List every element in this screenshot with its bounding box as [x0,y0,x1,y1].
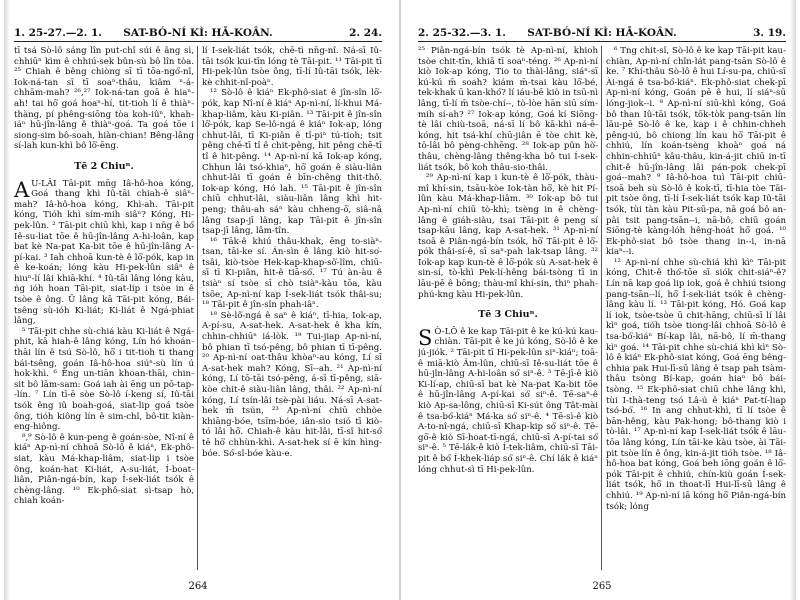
right-header-ref-right: 3. 19. [753,27,786,39]
right-col1-para-2: ²⁹ Ap-nì-ní kap i kun-tè ê lō͘-pók, thàu-mî khí-sin, tsāu-kòe Iok-tàn hō͘, kè hit Pí-lûn kàu Má-khap-liâm. ³⁰ Iok-ap bô tui Ap-nì-ní chiū tò-khì; tsèng in ê chèng-lâng ê giáh-siàu, tsai Tāi-pit ê peng sí tsap-kāu lâng, kap A-sat-hek. ³¹ Ap-nì-ní tsoā ê Piân-ngá-bín tsók, hō͘ Tāi-pit ê lō͘-pók thâi-sí-ê, sī saⁿ-pah lak-tsap lâng. ³² Iok-ap kap kun-tè ê lō͘-pók sù A-sat-hek ê sin-sí, tò-khì Pek-lí-hêng bái-tsòng tī in lāu-pē ê bōng; thàu-mî khí-sin, thiⁿ phah-phú-kng kàu Hi-pek-lûn. [418,173,598,300]
left-header-ref: 1. 25-27.—2. 1. [14,27,102,39]
left-col2-para-1: lí Í-sek-liát tsók, chē-tì nn̄g-nî. Ná-sī Iû-tāi tsók kui-tīn lóng tè Tāi-pit. ¹¹ Tāi-pit tī Hi-pek-lûn tsòe ông, tī-lí Iû-tāi tsók, lèk-kè chhit-nî-poàⁿ. [202,46,382,88]
left-col1-para-3: ⁵ Tāi-pit chhe sù-chiá kàu Ki-liát ê Ngá-phit, kā hiah-ê lâng kóng, Lín hó khoán-thāi lín ê tsú Sò-lô, hō͘ i tit-tioh ti thang bái-tsêng, goán Iâ-hô-hoa siúⁿ-sù lín ú hok-khì. ⁶ Ēng un-tiān khoan-thāi, chin-sit bô lām-sam: Goá iah ài ēng un pō-tap--lín. ⁷ Lín tī-ē sòe Sò-lô í-keng sí, Iû-tāi tsók êng iû boah-goá, siat-lip goá tsòe ông, tióh kiông lín ê sim-chî, bô-tit kiàn-eng-hiông. [14,326,194,433]
left-column-2 [202,46,382,570]
left-page-edge-shadow [4,0,10,600]
right-header-title: SAT-BÓ-NÍ KÌ: HĀ-KOÂN. [527,27,677,39]
left-col2-para-3: ¹⁶ Tāk-ê khiú thâu-khak, ēng to-siàⁿ-tsan, tāi-ke sí. Án-sìn ê lâng kiò hit-so͘-tsâi, kiò-tsòe Hek-kap-khap-sô͘-lîm, chiū-sī tī Ki-piân, hit-ê tiā-só͘. ¹⁷ Tú àn-àu ê tsiàⁿ sí tsòe sī chò tsiàⁿ-kàu tōa, kàu tsōe, Ap-nì-ní kap Í-sek-liát tsók thâi-su; ¹⁸ Tāi-pit ê jîn-sîn phah-iâⁿ. [202,236,382,311]
right-page [408,0,796,600]
left-page-number: 264 [188,581,208,592]
right-running-header [418,27,786,41]
right-header-rule [418,41,786,42]
left-col1-para-1: tī tsá Sò-lô sáng lîn put-chî súi ê âng sì, chhiūⁿ kìm ê chhiú-sek bûn-sù bô lîn tòa. ²⁵ Chiah ê bêng chiòng sī tī tōa-ngó͘-nî, Iok-ná-tan sī tī soaⁿ-thâu, kiâm ⁿ-á-chhām-mah? ²⁶,²⁷ Iok-ná-tan goā ê hiaⁿ-ah! tai hō͘ goá hoaⁿ-hí, tit-tioh lí ê thiàⁿ-thàng, pí phêng-siōng tòa koh-iûⁿ, khah-iáⁿ hū-jîn-lâng ê thiàⁿ-goá. Ta goá tōe i siong-sim bô-soah, hiàn-chian! Bêng-lâng sí-lah kun-khì bô lō͘-ēng. [14,46,194,152]
right-column-1 [418,46,598,570]
left-col2-para-4: ¹⁸ Sè-lô͘-ngá ê saⁿ ê kiáⁿ, tī-hia, Iok-ap, A-pí-su, A-sat-hek. A-sat-hek ê kha kín, chhin-chhiūⁿ iá-lòk. ¹⁹ Tui-jiap Ap-nì-ní, bô phian tī tsó-pêng, bô phian tī tī-pêng. ²⁰ Ap-nì-ní oat-thâu khòaⁿ-au kóng, Lí sī A-sat-hek mah? Kóng, Sī--ah. ²¹ Ap-nì-ní kóng, Lí tō-tāi tsó-pêng, á-sī tī-pêng, siā-kòe chit-ê siàu-liân lâng, thâi. ²² Ap-nì-ní kóng, Lí tsín-lâi tsè-pài liáu. Ná-sī A-sat-hek m̄ tsún, ²³ Ap-nì-ní chiū chhòe khiāng-bóe, tsīm-bóe, iân-sio tsió tī kiò-tó lâi hō͘. Chiah-ê kàu hit-lâi, tī-sî hit-só͘ tē hō͘ chhùn-khì. A-sat-hek sí ē kín hìng-bóe. Só͘-sî-bóe kàu-e. [202,310,382,459]
left-header-rule [14,41,382,42]
left-page [4,0,392,600]
right-page-edge-shadow [790,0,796,600]
right-header-ref: 2. 25-32.—3. 1. [418,27,506,39]
left-header-title: SAT-BÓ-NÍ KÌ: HĀ-KOÂN. [123,27,273,39]
right-column-2 [606,46,786,570]
drop-cap-a: A [14,177,30,202]
chapter-heading-3: Tē 3 Chiuⁿ. [478,309,538,321]
right-page-number: 265 [592,581,612,592]
left-header-ref-right: 2. 24. [349,27,382,39]
left-running-header [14,27,382,41]
right-col1-para-3 [418,327,598,475]
left-col2-para-2: ¹² Sò-lô ê kiáⁿ Ek-phô-siat ê jîn-sîn lō͘-pók, kap Nî-ní ê kiáⁿ Ap-nì-ní, lí-khui Má-khap-liâm, kàu Ki-piân. ¹³ Tāi-pit ê jîn-sîn lō͘-pók, kap Se-lô-ngá ê kiáⁿ Iok-ap, lóng chhut-lâi, tī Ki-piân ê tî-piⁿ tú-tioh; tsit pêng chē-tī tî ê chit-pêng, hit pêng chē-tī tî ê hit-pêng. ¹⁴ Ap-nì-ní kā Iok-ap kóng, Chhun lâi tsó-khiaⁿ, hō͘ goán ê siàu-liân chhut-lâi tī goán ê bīn-chêng thit-thô. Iok-ap kóng, Hó lah. ¹⁵ Tāi-pit ê jîn-sîn chiū chhut-lâi, siàu-liân lâng khì hit-peng; thâu-ah sáⁿ kàu chheng-ō͘, siâ-nâ lâng tsap-jī lâng, kap Tāi-pit ê jîn-sîn tsap-jī lâng, lâm-tîn. [202,88,382,237]
right-col2-para-2: ¹² Ap-nì-ní chhe sù-chiá khì kìⁿ Tāi-pit kóng, Chit-ê thó͘-tōe sī siók chit-siáⁿ-ê? Lín nā kap goá lip iok, goá ê chhiú tsiong pang-tsān--lí, hō͘ Í-sek-liát tsók ê chèng-lâng kàu lí. ¹³ Tāi-pit kóng, Hó. Goá kap lí iok, tsòe-tsòe ū chit-hāng, chiū-sī lí lâi kìⁿ goá, tióh tsòe tiong-lâi chhoā Sò-lô ê tsa-bó͘-kiáⁿ Bí-kap lâi, nā-bô, lí m̄-thang kìⁿ goá. ¹⁴ Tāi-pit chhe sù-chiá khì kìⁿ Sò-lô ê kiáⁿ Ek-phô-siat kóng, Goá ēng bêng-chhia pak Hui-lī-sū lâng ê tsap pah tsàm-thâu tsòng Bí-kap, goán hiaⁿ bô bái-tsòng. ¹⁵ Ek-phô-siat chiū chhe lâng khì, tùi I-thà-teng tsó Lâ-ú ê kiáⁿ Pat-tí-liap tsó-bó͘. ¹⁶ In ang chhut-khì, tī lí tsòe ê bān-hêng, kàu Pak-hong; bô-thang kiò i tò-lâi. ¹⁷ Ap-nì-ní kap Í-sek-liát tsók ê lāu-tōa lâng kóng, Lín tāi-ke kàu tsòe, ài Tāi-pit tsòe lín ê ông, kin-á-jit tióh tsòe. ¹⁸ Iâ-hô-hoa bat kóng, Goá beh iōng goán ê lō͘-pók Tāi-pit ê chhiú, chín-kiù goán Í-sek-liát tsók, hō͘ in thoat-lī Hui-lī-sū lâng ê chhiú. ¹⁹ Ap-nì-ní iā kóng hō͘ Piân-ngá-bín tsók; lóng [606,257,786,512]
left-col1-para-4: ⁸,⁹ Sò-lô ê kun-peng ê goán-sòe, Nî-ní ê kiáⁿ Ap-nì-ní chhoā Sò-lô ê kiáⁿ, Ek-phô-siat, kàu Má-khap-liâm, siat-lip i tsòe ông, koán-hat Ki-liát, A-su-liát, Í-boat-liân, Piân-ngá-bín, kap Í-sek-liát tsók ê chèng-lâng. ¹⁰ Ek-phô-siat sì-tsap hò, chiah koán- [14,432,194,507]
left-col1-para-2 [14,179,194,327]
book-gutter [399,0,401,600]
right-col1-para-3-text: Ò-LÔ ê ke kap Tāi-pit ê ke kú-kú kau-chiàn. Tāi-pit ê ke jú kóng, Sò-lô ê ke jú-jiók. ² Tāi-pit tī Hi-pek-lûn siⁿ-kiáⁿ; toā-ê miā-kiò Âm-lûn, chiū-sī Iê-su-liát tōe ê hū-jîn-lâng A-hi-loân só͘ siⁿ-ê. ³ Tē-jī-ê kiò Ki-lí-ap, chiū-sī bat kè Na-pat Ka-bit tōe ê hū-jîn-lâng A-pí-kai só͘ siⁿ-ê. Tē-saⁿ-ê kiò Ap-sa-lông, chiū-sī Ki-sút ông Tât-mài ê tsa-bó͘-kiáⁿ Má-ka só͘ siⁿ-ê. ⁴ Tē-sì-ê kiò A-to-nî-ngá, chiū-sī Khap-kip só͘ siⁿ-ê. Tē-gō͘-ê kiò Sī-hoat-tī-ngá, chiū-sī A-pí-tai só͘ siⁿ-ê. ⁵ Tē-lák-ê kiò Í-tek-liâm, chiū-sī Tāi-pit ê bó͘ Í-khek-liáp só͘ siⁿ-ê. Chí lák ê kiáⁿ lóng chhut-sì tī Hi-pek-lûn. [418,326,598,475]
right-col1-para-1: ²⁵ Piân-ngá-bín tsók tè Ap-nì-ní, khioh tsòe chit-tīn, khiā tī soaⁿ-téng. ²⁶ Ap-nì-ní kiò Iok-ap kóng, Tio to thài-lâng, siáⁿ-sī kú-kú m̄ soah? kiám m̄-tsai kàu lō͘-bé, tek-khak ū kan-khó͘? lí iáu-bē kiò in tsū-nì lâng, tī-lí m̄ tsòe-chí--, tò-lòe hān siū sím-mih sí-ah? ²⁷ Iok-ap kóng, Goá kí Siōng-tè lâi chiù-tsoā, ná-sī lí bô kā-khì ná-ē-kóng, hit tsá-khí chū-jiân ē tòe chit kè, tō-lâi bô pèng-chhēng. ²⁸ Iok-ap pûn hò͘-thâu, chèng-lâng thêng-kha bô tui Í-sek-liát tsók, bô koh thâu-sio-thâi. [418,46,598,173]
chapter-heading-2: Tē 2 Chiuⁿ. [74,160,134,172]
left-col1-para-2-text: U-LÂI Tāi-pit mn̄g Iâ-hô-hoa kóng, Goá thang khì Iû-tāi chiah-ê siâⁿ-mah? Iâ-hô-hoa kóng, Khì-ah. Tāi-pit kóng, Tióh khì sím-mih siâⁿ? Kóng, Hi-pek-lûn. ² Tāi-pit chiū khì, kap i nn̄g ê bó͘ Iê-su-liat tōe ê hū-jîn-lâng A-hi-loân, kap bat kè Na-pat Ka-bit tōe ê hū-jîn-lâng A-pí-kai. ³ Iah chhoā kun-tè ê lō͘-pók, kap in ê ke-koán; lóng kàu Hi-pek-lûn siâⁿ ê hiuⁿ-lí lâi khiā-khí. ⁴ Iû-tāi lâng lóng kàu, ṅg ióh hoan Tāi-pit, siat-lip i tsòe in ê tsòe ê ông. Ū lâng kā Tāi-pit kóng, Bái-tsêng sù-ióh Ki-liát; Ki-liát ê Ngá-phiat lâng, [14,178,194,327]
right-column-divider [601,46,602,570]
left-column-divider [197,46,198,570]
left-column-1 [14,46,194,570]
right-col2-para-1: ⁶ Tng chit-sî, Sò-lô ê ke kap Tāi-pit kau-chiàn, Ap-nì-ní chîn-lát pang-tsān Sò-lô ê ke. ⁷ Khí-thâu Sò-lô ê hui Lí-su-pa, chiū-sī Ài-ngá ê tsa-bó͘-kiáⁿ. Ek-phô-siat chek-pī Ap-nì-ní kóng, Goán pē ê hui, lí siáⁿ-sū lóng-jiok--i. ⁸ Ap-nì-ní siū-khì kóng, Goá bô than Iû-tāi tsók, tōk-tòk pang-tsān lín lāu-pē Sò-lô ê ke, kap i ê chhin-chheh pêng-iú, bô chiong lín kau hō͘ Tāi-pit ê chhiú, lín koán-tsèng khoàⁿ goá ná chhin-chhiūⁿ kâu-thâu, kin-á-jit chiū in-tī chit-ê hū-jîn-lâng lâi pán-pok chek-pī goá--mah? ⁹ Iâ-hô-hoa tuì Tāi-pit chiū-tsoā beh sù Sò-lô ê kok-tī, tī-hia tòe Tāi-pit tsòe ông, tī-lí Í-sek-liát tsók kap Iû-tāi tsók, tùi tàn kàu Pit-sū-pa, nā goá bô an-pâi tsit pang-tsān--i, nā-bô, chiū goán Siōng-tè kàng-lóh hêng-hoát hō͘ goá. ¹⁰ Ek-phô-siat bô tsòe thang in--i, in-nā kiaⁿ--i. [606,46,786,258]
drop-cap-s: S [418,325,433,350]
